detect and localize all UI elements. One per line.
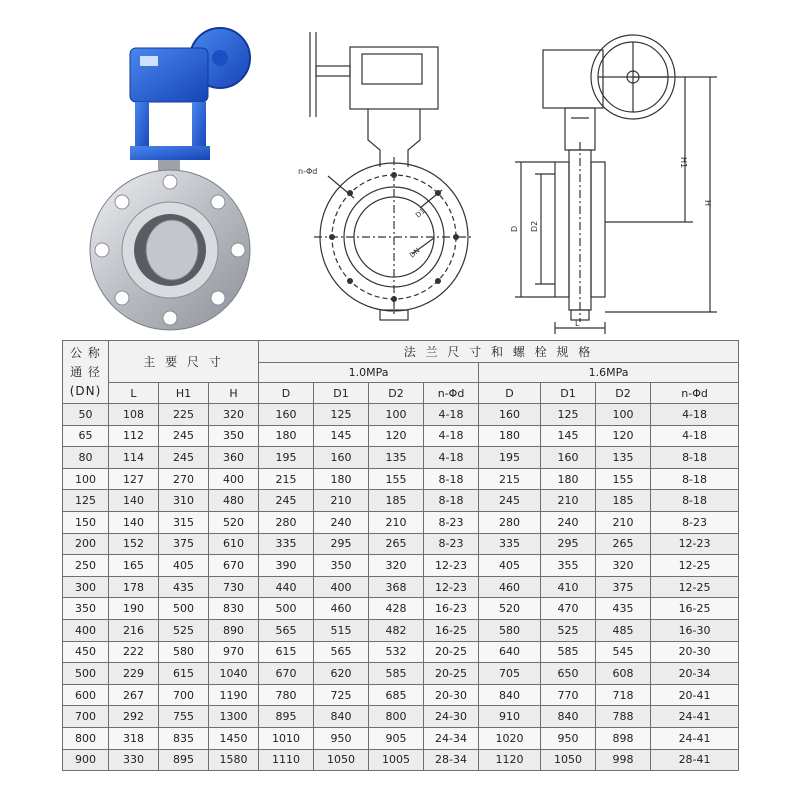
table-cell: 1010 [259,727,314,749]
table-row [63,641,739,663]
table-cell: 585 [541,641,596,663]
table-cell: 500 [259,598,314,620]
col-nd-2: n-Φd [651,383,739,404]
column-header-row [63,383,739,404]
table-cell: 280 [259,511,314,533]
table-cell: 895 [259,706,314,728]
table-cell: 222 [109,641,159,663]
table-cell: 16-25 [651,598,739,620]
table-cell: 229 [109,663,159,685]
table-cell: 20-41 [651,684,739,706]
table-cell: 355 [541,555,596,577]
table-cell: 482 [369,619,424,641]
table-cell: 8-18 [651,468,739,490]
table-cell: 280 [479,511,541,533]
d-label: D [510,225,519,232]
table-cell: 400 [63,619,109,641]
table-cell: 520 [209,511,259,533]
flange-header: 法 兰 尺 寸 和 螺 栓 规 格 [259,341,739,363]
table-cell: 700 [159,684,209,706]
table-cell: 160 [259,404,314,426]
table-cell: 898 [596,727,651,749]
table-cell: 310 [159,490,209,512]
bolt-holes-label: n-Φd [298,167,318,176]
table-cell: 12-23 [424,576,479,598]
table-cell: 216 [109,619,159,641]
table-row [63,684,739,706]
table-cell: 210 [369,511,424,533]
table-row [63,447,739,469]
table-cell: 225 [159,404,209,426]
table-cell: 24-30 [424,706,479,728]
table-cell: 525 [541,619,596,641]
side-view-drawing [505,22,735,337]
table-row [63,555,739,577]
h1-label: H1 [679,157,688,169]
spec-table [62,340,739,771]
table-cell: 950 [314,727,369,749]
table-cell: 515 [314,619,369,641]
table-cell: 20-30 [424,684,479,706]
table-cell: 585 [369,663,424,685]
table-cell: 580 [159,641,209,663]
table-cell: 200 [63,533,109,555]
table-cell: 295 [314,533,369,555]
table-cell: 525 [159,619,209,641]
table-cell: 20-25 [424,641,479,663]
table-cell: 835 [159,727,209,749]
col-d2-2: D2 [596,383,651,404]
table-cell: 520 [479,598,541,620]
table-cell: 670 [209,555,259,577]
table-row [63,749,739,771]
table-row [63,511,739,533]
table-cell: 267 [109,684,159,706]
table-cell: 330 [109,749,159,771]
col-d-1: D [259,383,314,404]
figure-row [0,0,800,340]
table-cell: 190 [109,598,159,620]
table-cell: 4-18 [424,447,479,469]
table-cell: 125 [314,404,369,426]
table-cell: 245 [259,490,314,512]
table-cell: 100 [369,404,424,426]
table-cell: 900 [63,749,109,771]
table-cell: 100 [596,404,651,426]
table-cell: 8-18 [424,490,479,512]
table-row [63,468,739,490]
table-cell: 20-34 [651,663,739,685]
table-cell: 685 [369,684,424,706]
table-cell: 160 [479,404,541,426]
table-cell: 970 [209,641,259,663]
table-cell: 155 [369,468,424,490]
table-cell: 532 [369,641,424,663]
table-cell: 65 [63,425,109,447]
d2-label: D2 [530,220,539,232]
table-cell: 1050 [314,749,369,771]
col-d1-2: D1 [541,383,596,404]
table-cell: 1020 [479,727,541,749]
table-cell: 1580 [209,749,259,771]
table-cell: 725 [314,684,369,706]
table-cell: 335 [259,533,314,555]
table-cell: 800 [63,727,109,749]
table-cell: 140 [109,490,159,512]
table-cell: 1040 [209,663,259,685]
col-d2-1: D2 [369,383,424,404]
table-cell: 120 [369,425,424,447]
table-cell: 270 [159,468,209,490]
table-cell: 245 [159,425,209,447]
table-cell: 318 [109,727,159,749]
table-cell: 895 [159,749,209,771]
table-cell: 788 [596,706,651,728]
table-cell: 840 [314,706,369,728]
table-cell: 28-34 [424,749,479,771]
dn-header [63,341,109,404]
table-row [63,425,739,447]
table-cell: 16-23 [424,598,479,620]
table-cell: 375 [159,533,209,555]
table-cell: 4-18 [651,425,739,447]
table-cell: 8-18 [651,447,739,469]
table-cell: 245 [159,447,209,469]
table-cell: 4-18 [424,425,479,447]
table-cell: 840 [541,706,596,728]
table-cell: 405 [159,555,209,577]
table-cell: 150 [63,511,109,533]
table-cell: 20-25 [424,663,479,685]
table-cell: 890 [209,619,259,641]
table-cell: 20-30 [651,641,739,663]
table-cell: 8-23 [424,533,479,555]
table-cell: 125 [63,490,109,512]
table-cell: 565 [259,619,314,641]
table-cell: 8-23 [424,511,479,533]
table-cell: 180 [259,425,314,447]
table-cell: 8-18 [424,468,479,490]
table-cell: 120 [596,425,651,447]
table-cell: 460 [479,576,541,598]
front-view-drawing [290,22,500,322]
table-cell: 400 [314,576,369,598]
table-cell: 400 [209,468,259,490]
col-h1: H1 [159,383,209,404]
table-row [63,598,739,620]
table-cell: 615 [259,641,314,663]
table-cell: 195 [479,447,541,469]
table-cell: 178 [109,576,159,598]
table-cell: 650 [541,663,596,685]
table-cell: 1050 [541,749,596,771]
table-cell: 125 [541,404,596,426]
table-cell: 375 [596,576,651,598]
table-cell: 185 [369,490,424,512]
table-cell: 135 [369,447,424,469]
table-cell: 608 [596,663,651,685]
table-cell: 180 [479,425,541,447]
table-cell: 320 [596,555,651,577]
table-cell: 670 [259,663,314,685]
table-cell: 350 [63,598,109,620]
table-cell: 320 [209,404,259,426]
table-cell: 295 [541,533,596,555]
table-cell: 24-41 [651,706,739,728]
table-cell: 50 [63,404,109,426]
table-cell: 1005 [369,749,424,771]
table-cell: 135 [596,447,651,469]
h-label: H [703,200,712,207]
table-cell: 180 [314,468,369,490]
table-cell: 435 [159,576,209,598]
table-row [63,663,739,685]
table-cell: 435 [596,598,651,620]
table-row [63,619,739,641]
table-cell: 145 [541,425,596,447]
table-cell: 215 [259,468,314,490]
dn-header-line-1: 公 称 [70,345,101,360]
table-cell: 718 [596,684,651,706]
table-cell: 250 [63,555,109,577]
table-cell: 450 [63,641,109,663]
col-l: L [109,383,159,404]
d1-label: D1 [414,207,427,220]
table-cell: 998 [596,749,651,771]
table-cell: 470 [541,598,596,620]
table-cell: 112 [109,425,159,447]
table-cell: 240 [541,511,596,533]
table-cell: 800 [369,706,424,728]
table-cell: 155 [596,468,651,490]
table-cell: 180 [541,468,596,490]
table-cell: 24-41 [651,727,739,749]
table-cell: 16-30 [651,619,739,641]
table-row [63,706,739,728]
table-cell: 12-23 [651,533,739,555]
table-cell: 700 [63,706,109,728]
table-cell: 950 [541,727,596,749]
valve-photo [80,18,260,338]
dn-label: DN [408,246,422,260]
table-cell: 215 [479,468,541,490]
table-cell: 245 [479,490,541,512]
table-cell: 152 [109,533,159,555]
table-cell: 4-18 [651,404,739,426]
table-cell: 240 [314,511,369,533]
table-cell: 8-23 [651,511,739,533]
table-cell: 910 [479,706,541,728]
table-cell: 485 [596,619,651,641]
table-cell: 905 [369,727,424,749]
table-cell: 640 [479,641,541,663]
table-cell: 16-25 [424,619,479,641]
dn-header-line-3: (DN) [69,383,102,398]
table-cell: 1450 [209,727,259,749]
table-cell: 1120 [479,749,541,771]
table-cell: 28-41 [651,749,739,771]
table-cell: 780 [259,684,314,706]
table-cell: 12-25 [651,576,739,598]
table-cell: 80 [63,447,109,469]
table-cell: 755 [159,706,209,728]
pressure-class-1: 1.0MPa [259,363,479,383]
table-cell: 114 [109,447,159,469]
table-cell: 460 [314,598,369,620]
table-cell: 160 [314,447,369,469]
table-cell: 1110 [259,749,314,771]
col-d-2: D [479,383,541,404]
table-cell: 405 [479,555,541,577]
table-cell: 185 [596,490,651,512]
table-cell: 320 [369,555,424,577]
table-cell: 500 [63,663,109,685]
table-cell: 4-18 [424,404,479,426]
col-h: H [209,383,259,404]
table-cell: 292 [109,706,159,728]
table-cell: 100 [63,468,109,490]
table-cell: 600 [63,684,109,706]
spec-table-body [63,404,739,771]
table-cell: 12-25 [651,555,739,577]
table-cell: 390 [259,555,314,577]
table-cell: 705 [479,663,541,685]
table-cell: 480 [209,490,259,512]
table-cell: 610 [209,533,259,555]
dn-header-line-2: 通 径 [70,364,101,379]
table-cell: 300 [63,576,109,598]
table-cell: 24-34 [424,727,479,749]
l-label: L [575,319,580,328]
table-cell: 565 [314,641,369,663]
col-nd-1: n-Φd [424,383,479,404]
main-dims-header: 主 要 尺 寸 [109,341,259,383]
table-cell: 12-23 [424,555,479,577]
table-cell: 8-18 [651,490,739,512]
table-cell: 840 [479,684,541,706]
table-cell: 210 [314,490,369,512]
table-cell: 410 [541,576,596,598]
table-cell: 165 [109,555,159,577]
table-cell: 160 [541,447,596,469]
table-cell: 265 [369,533,424,555]
table-cell: 350 [314,555,369,577]
table-cell: 127 [109,468,159,490]
table-cell: 145 [314,425,369,447]
table-cell: 440 [259,576,314,598]
table-cell: 210 [596,511,651,533]
table-cell: 620 [314,663,369,685]
table-cell: 500 [159,598,209,620]
table-cell: 210 [541,490,596,512]
table-cell: 770 [541,684,596,706]
table-cell: 615 [159,663,209,685]
table-cell: 350 [209,425,259,447]
table-cell: 730 [209,576,259,598]
table-cell: 1300 [209,706,259,728]
table-cell: 315 [159,511,209,533]
table-row [63,533,739,555]
table-cell: 140 [109,511,159,533]
table-cell: 830 [209,598,259,620]
table-cell: 428 [369,598,424,620]
table-cell: 368 [369,576,424,598]
table-cell: 195 [259,447,314,469]
table-cell: 1190 [209,684,259,706]
table-cell: 545 [596,641,651,663]
col-d1-1: D1 [314,383,369,404]
table-cell: 108 [109,404,159,426]
table-row [63,576,739,598]
table-cell: 360 [209,447,259,469]
table-row [63,490,739,512]
pressure-class-2: 1.6MPa [479,363,739,383]
table-row [63,727,739,749]
table-cell: 335 [479,533,541,555]
table-cell: 265 [596,533,651,555]
table-row [63,404,739,426]
table-cell: 580 [479,619,541,641]
